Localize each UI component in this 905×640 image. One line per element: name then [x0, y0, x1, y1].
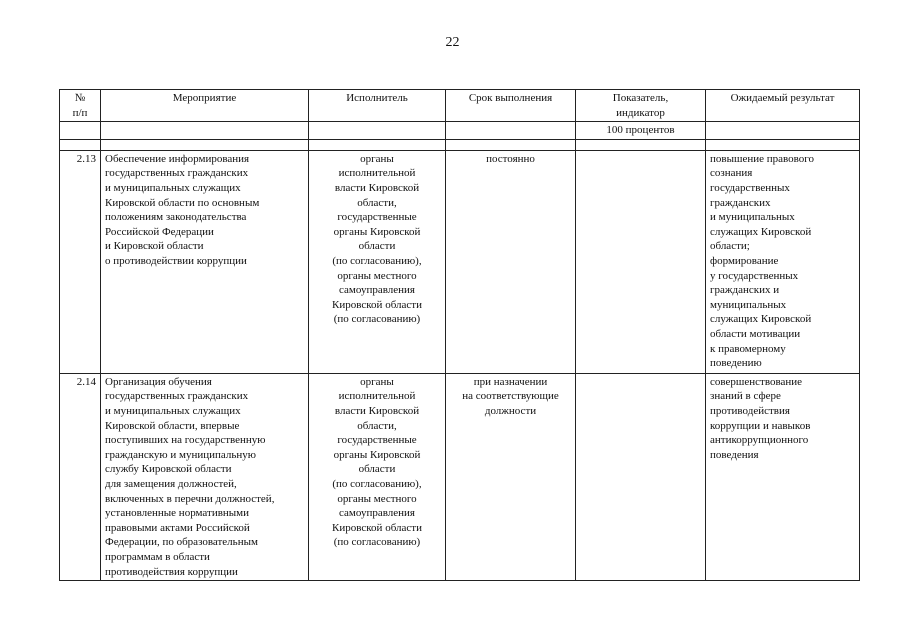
row-indicator	[576, 150, 706, 373]
table-row	[60, 150, 860, 373]
spacer-row	[60, 139, 860, 150]
row-activity: Обеспечение информирования государственных гражданских и муниципальных служащих Кировской области по основным положениям законодательства Российской Федерации и Кировской области о противодействии коррупции	[101, 150, 309, 373]
continuation-indicator: 100 процентов	[576, 122, 706, 140]
page-number: 22	[445, 35, 460, 50]
header-result: Ожидаемый результат	[706, 90, 860, 122]
table-row	[60, 373, 860, 580]
row-deadline: при назначении на соответствующие должности	[446, 373, 576, 580]
header-deadline: Срок выполнения	[446, 90, 576, 122]
row-activity: Организация обучения государственных гражданских и муниципальных служащих Кировской области, впервые поступивших на государственную гражданскую и муниципальную службу Кировской области для замещения должностей, включенных в перечни должностей, установленные нормативными правовыми актами Российской Федерации, по образовательным программам в области противодействия коррупции	[101, 373, 309, 580]
row-indicator	[576, 373, 706, 580]
row-num: 2.13	[60, 150, 101, 373]
row-deadline: постоянно	[446, 150, 576, 373]
header-executor: Исполнитель	[309, 90, 446, 122]
header-indicator: Показатель, индикатор	[576, 90, 706, 122]
row-executor: органы исполнительной власти Кировской области, государственные органы Кировской области (по согласованию), органы местного самоуправления Кировской области (по согласованию)	[309, 373, 446, 580]
header-num: № п/п	[60, 90, 101, 122]
header-activity: Мероприятие	[101, 90, 309, 122]
row-executor: органы исполнительной власти Кировской области, государственные органы Кировской области (по согласованию), органы местного самоуправления Кировской области (по согласованию)	[309, 150, 446, 373]
row-result: повышение правового сознания государственных гражданских и муниципальных служащих Кировской области; формирование у государственных гражданских и муниципальных служащих Кировской области мотивации к правомерному поведению	[706, 150, 860, 373]
table-header-row	[60, 90, 860, 122]
row-result: совершенствование знаний в сфере противодействия коррупции и навыков антикоррупционного поведения	[706, 373, 860, 580]
measures-table	[59, 89, 860, 581]
row-num: 2.14	[60, 373, 101, 580]
continuation-row	[60, 122, 860, 140]
